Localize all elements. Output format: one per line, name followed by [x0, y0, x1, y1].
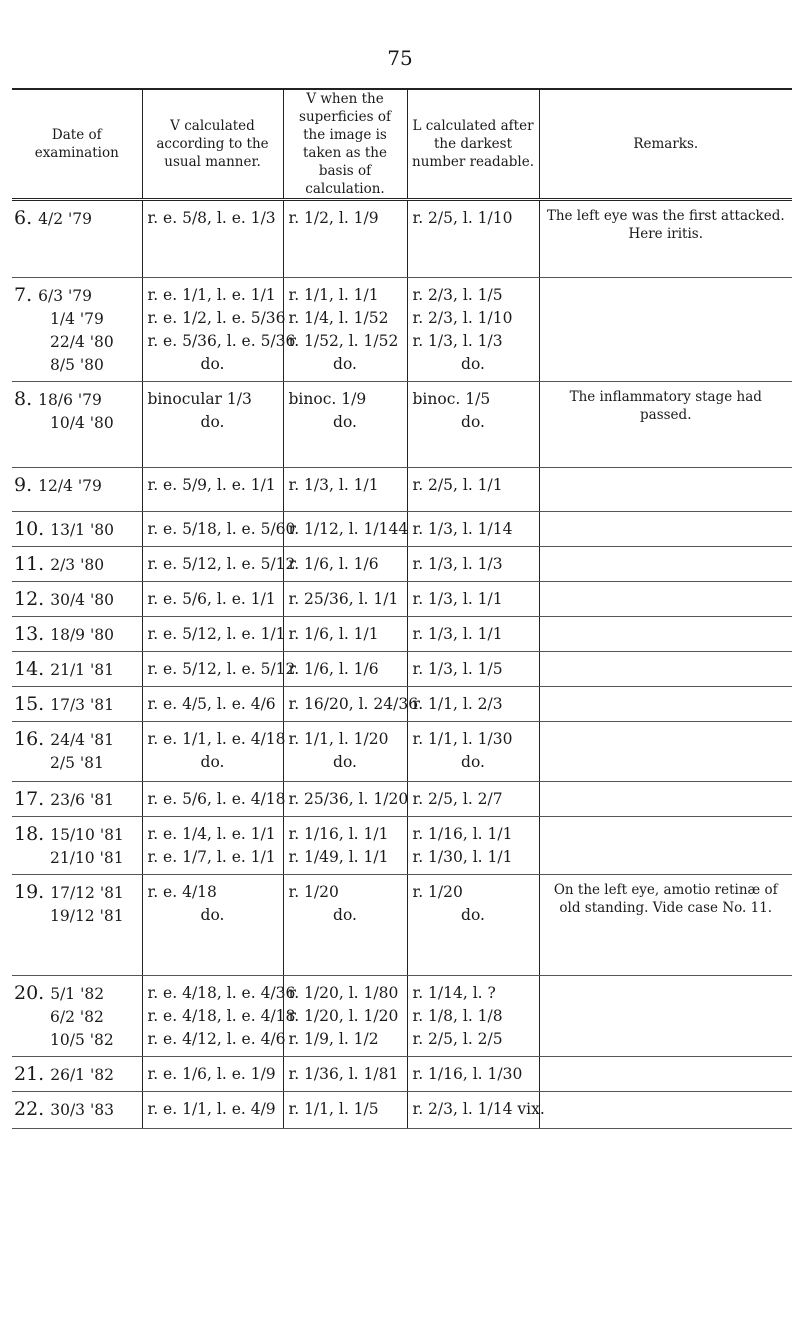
remarks-cell [539, 1092, 792, 1129]
case-number: 21. [14, 1063, 45, 1085]
examination-date: 30/4 '80 [50, 591, 114, 609]
examination-date: 21/1 '81 [50, 661, 114, 679]
l-calculated-value: r. 1/16, l. 1/1 [412, 825, 513, 843]
v-image-value: do. [333, 753, 357, 771]
v-image-value: r. 1/1, l. 1/1 [288, 286, 379, 304]
case-number: 18. [14, 823, 45, 845]
v-image-cell [283, 468, 407, 512]
l-calculated-cell [407, 652, 539, 687]
v-image-value: r. 1/1, l. 1/5 [288, 1100, 379, 1118]
examination-date: 12/4 '79 [38, 477, 102, 495]
table-row [12, 512, 792, 547]
v-calculated-value: r. e. 4/5, l. e. 4/6 [147, 695, 276, 713]
v-calculated-value: do. [200, 355, 225, 373]
v-calculated-value: r. e. 1/6, l. e. 1/9 [147, 1065, 276, 1083]
v-calculated-value: r. e. 4/18, l. e. 4/18 [147, 1007, 296, 1025]
l-calculated-value: r. 1/3, l. 1/3 [412, 332, 503, 350]
table-row [12, 1092, 792, 1129]
l-calculated-value: r. 2/5, l. 1/1 [412, 476, 503, 494]
examination-date: 15/10 '81 [50, 826, 124, 844]
v-image-cell [283, 722, 407, 782]
examination-date: 19/12 '81 [50, 907, 124, 925]
v-calculated-cell [142, 382, 283, 468]
table-header-row [12, 89, 792, 200]
l-calculated-cell [407, 617, 539, 652]
v-calculated-value: do. [200, 906, 225, 924]
table-row [12, 687, 792, 722]
case-number: 11. [14, 553, 45, 575]
l-calculated-value: r. 1/3, l. 1/1 [412, 590, 503, 608]
l-calculated-value: r. 1/30, l. 1/1 [412, 848, 513, 866]
case-number: 12. [14, 588, 45, 610]
remarks-text: The inflammatory stage had passed. [569, 389, 762, 423]
v-image-cell [283, 817, 407, 875]
table-row [12, 547, 792, 582]
examination-date: 22/4 '80 [50, 333, 114, 351]
v-calculated-value: r. e. 5/18, l. e. 5/60 [147, 520, 296, 538]
v-calculated-value: r. e. 1/2, l. e. 5/36 [147, 309, 286, 327]
l-calculated-value: r. 1/3, l. 1/1 [412, 625, 503, 643]
remarks-cell [539, 200, 792, 278]
case-number: 14. [14, 658, 45, 680]
page-number: 75 [387, 46, 413, 70]
v-image-value: r. 1/20 [288, 883, 339, 901]
v-image-cell [283, 687, 419, 722]
l-calculated-cell [407, 468, 539, 512]
v-image-value: r. 1/20, l. 1/80 [288, 984, 399, 1002]
v-calculated-cell [142, 512, 296, 547]
v-calculated-value: r. e. 1/7, l. e. 1/1 [147, 848, 276, 866]
l-calculated-value: r. 1/3, l. 1/5 [412, 660, 503, 678]
examination-date: 6/3 '79 [38, 287, 92, 305]
remarks-cell [539, 382, 792, 468]
examination-date: 24/4 '81 [50, 731, 114, 749]
observations-table [12, 88, 792, 1129]
v-image-value: r. 1/3, l. 1/1 [288, 476, 379, 494]
v-calculated-value: r. e. 5/12, l. e. 5/12 [147, 660, 296, 678]
date-cell [12, 200, 142, 278]
v-calculated-value: r. e. 1/4, l. e. 1/1 [147, 825, 276, 843]
table-row [12, 722, 792, 782]
v-calculated-cell [142, 582, 283, 617]
v-calculated-value: r. e. 5/12, l. e. 1/1 [147, 625, 286, 643]
v-image-value: binoc. 1/9 [288, 390, 367, 408]
table-row [12, 278, 792, 382]
date-cell [12, 582, 142, 617]
remarks-cell [539, 582, 792, 617]
case-number: 6. [14, 207, 33, 229]
case-number: 20. [14, 982, 45, 1004]
v-calculated-value: r. e. 1/1, l. e. 4/18 [147, 730, 286, 748]
case-number: 22. [14, 1098, 45, 1120]
examination-date: 17/12 '81 [50, 884, 124, 902]
v-calculated-value: r. e. 5/6, l. e. 1/1 [147, 590, 276, 608]
v-image-cell [283, 278, 407, 382]
v-image-value: r. 1/1, l. 1/20 [288, 730, 389, 748]
v-calculated-cell [142, 1092, 283, 1129]
examination-date: 8/5 '80 [50, 356, 104, 374]
v-image-cell [283, 782, 407, 817]
examination-date: 5/1 '82 [50, 985, 105, 1003]
date-cell [12, 652, 142, 687]
v-calculated-cell [142, 817, 283, 875]
v-calculated-cell [142, 976, 296, 1057]
header-remarks: Remarks. [539, 89, 792, 200]
table-row [12, 617, 792, 652]
l-calculated-value: r. 2/3, l. 1/10 [412, 309, 513, 327]
v-calculated-value: do. [200, 413, 225, 431]
v-image-cell [283, 200, 407, 278]
table-row [12, 976, 792, 1057]
v-calculated-cell [142, 200, 283, 278]
v-image-cell [283, 976, 407, 1057]
remarks-cell [539, 652, 792, 687]
date-cell [12, 687, 142, 722]
v-calculated-cell [142, 1057, 283, 1092]
v-image-value: r. 1/49, l. 1/1 [288, 848, 389, 866]
v-image-cell [283, 547, 407, 582]
v-image-value: r. 1/52, l. 1/52 [288, 332, 399, 350]
l-calculated-value: do. [461, 906, 485, 924]
l-calculated-value: do. [461, 753, 485, 771]
v-calculated-value: r. e. 5/36, l. e. 5/36 [147, 332, 296, 350]
remarks-cell [539, 817, 792, 875]
v-calculated-value: r. e. 4/18 [147, 883, 217, 901]
l-calculated-cell [407, 722, 539, 782]
v-image-cell [283, 875, 407, 976]
examination-date: 30/3 '83 [50, 1101, 114, 1119]
case-number: 9. [14, 474, 33, 496]
examination-date: 10/4 '80 [50, 414, 114, 432]
table-row [12, 200, 792, 278]
v-image-value: r. 1/2, l. 1/9 [288, 209, 379, 227]
v-calculated-value: r. e. 5/9, l. e. 1/1 [147, 476, 276, 494]
v-image-value: do. [333, 355, 357, 373]
l-calculated-value: r. 1/3, l. 1/3 [412, 555, 503, 573]
v-image-value: r. 1/12, l. 1/144 [288, 520, 409, 538]
table-row [12, 817, 792, 875]
v-image-cell [283, 1057, 407, 1092]
v-image-cell [283, 382, 407, 468]
v-image-value: do. [333, 413, 357, 431]
l-calculated-cell [407, 976, 539, 1057]
l-calculated-value: r. 1/16, l. 1/30 [412, 1065, 523, 1083]
v-calculated-value: r. e. 1/1, l. e. 4/9 [147, 1100, 276, 1118]
date-cell [12, 468, 142, 512]
l-calculated-value: binoc. 1/5 [412, 390, 491, 408]
l-calculated-cell [407, 1057, 539, 1092]
l-calculated-cell [407, 382, 539, 468]
examination-date: 18/6 '79 [38, 391, 102, 409]
v-calculated-value: r. e. 5/6, l. e. 4/18 [147, 790, 286, 808]
v-image-value: r. 1/20, l. 1/20 [288, 1007, 399, 1025]
date-cell [12, 817, 142, 875]
v-image-value: r. 16/20, l. 24/36 [288, 695, 419, 713]
case-number: 17. [14, 788, 45, 810]
l-calculated-value: r. 2/5, l. 2/7 [412, 790, 503, 808]
table-row [12, 382, 792, 468]
examination-date: 13/1 '80 [50, 521, 114, 539]
date-cell [12, 278, 142, 382]
v-image-value: r. 1/6, l. 1/6 [288, 660, 379, 678]
v-image-cell [283, 582, 407, 617]
l-calculated-value: do. [461, 413, 485, 431]
examination-date: 2/5 '81 [50, 754, 104, 772]
date-cell [12, 512, 142, 547]
l-calculated-cell [407, 512, 539, 547]
examination-date: 6/2 '82 [50, 1008, 104, 1026]
v-calculated-cell [142, 782, 286, 817]
l-calculated-value: r. 2/5, l. 2/5 [412, 1030, 503, 1048]
v-image-value: r. 1/36, l. 1/81 [288, 1065, 399, 1083]
l-calculated-cell [407, 875, 539, 976]
v-image-value: r. 1/6, l. 1/6 [288, 555, 379, 573]
examination-date: 1/4 '79 [50, 310, 104, 328]
v-image-value: do. [333, 906, 357, 924]
l-calculated-cell [407, 1092, 545, 1129]
date-cell [12, 875, 142, 976]
v-calculated-cell [142, 687, 283, 722]
l-calculated-cell [407, 582, 539, 617]
v-calculated-value: r. e. 4/12, l. e. 4/6 [147, 1030, 286, 1048]
v-calculated-value: binocular 1/3 [147, 390, 252, 408]
case-number: 10. [14, 518, 45, 540]
v-image-value: r. 1/9, l. 1/2 [288, 1030, 379, 1048]
l-calculated-value: r. 1/1, l. 1/30 [412, 730, 513, 748]
examination-date: 2/3 '80 [50, 556, 105, 574]
case-number: 16. [14, 728, 45, 750]
case-number: 19. [14, 881, 45, 903]
date-cell [12, 547, 142, 582]
table-row [12, 1057, 792, 1092]
remarks-text: The left eye was the first attacked. Here iritis. [546, 208, 785, 242]
remarks-cell [539, 782, 792, 817]
case-number: 7. [14, 284, 33, 306]
remarks-cell [539, 722, 792, 782]
v-calculated-cell [142, 547, 296, 582]
v-calculated-cell [142, 875, 283, 976]
examination-date: 17/3 '81 [50, 696, 114, 714]
examination-date: 4/2 '79 [38, 210, 92, 228]
l-calculated-cell [407, 782, 539, 817]
examination-date: 10/5 '82 [50, 1031, 114, 1049]
l-calculated-value: r. 1/1, l. 2/3 [412, 695, 503, 713]
examination-date: 23/6 '81 [50, 791, 114, 809]
l-calculated-cell [407, 817, 539, 875]
remarks-cell [539, 512, 792, 547]
l-calculated-cell [407, 200, 539, 278]
remarks-cell [539, 1057, 792, 1092]
date-cell [12, 722, 142, 782]
header-l-calculated: L calculated after the darkest number readable. [407, 89, 539, 200]
header-v-image: V when the superficies of the image is taken as the basis of calculation. [283, 89, 407, 200]
v-image-value: r. 25/36, l. 1/1 [288, 590, 399, 608]
table-row [12, 652, 792, 687]
v-calculated-value: r. e. 1/1, l. e. 1/1 [147, 286, 276, 304]
header-v-calculated: V calculated according to the usual manner. [142, 89, 283, 200]
l-calculated-value: r. 1/8, l. 1/8 [412, 1007, 503, 1025]
case-number: 13. [14, 623, 45, 645]
date-cell [12, 976, 142, 1057]
date-cell [12, 1057, 142, 1092]
remarks-cell [539, 468, 792, 512]
remarks-cell [539, 687, 792, 722]
examination-date: 21/10 '81 [50, 849, 124, 867]
l-calculated-value: r. 1/3, l. 1/14 [412, 520, 513, 538]
remarks-cell [539, 617, 792, 652]
v-calculated-cell [142, 617, 286, 652]
v-calculated-value: r. e. 4/18, l. e. 4/36 [147, 984, 296, 1002]
l-calculated-value: do. [461, 355, 485, 373]
case-number: 15. [14, 693, 45, 715]
remarks-cell [539, 278, 792, 382]
table-body [12, 200, 792, 1129]
examination-date: 26/1 '82 [50, 1066, 114, 1084]
remarks-cell [539, 976, 792, 1057]
l-calculated-value: r. 1/14, l. ? [412, 984, 496, 1002]
v-calculated-cell [142, 468, 283, 512]
v-image-cell [283, 512, 407, 547]
examination-date: 18/9 '80 [50, 626, 114, 644]
remarks-text: On the left eye, amotio retinæ of old standing. Vide case No. 11. [553, 882, 778, 916]
l-calculated-value: r. 1/20 [412, 883, 463, 901]
table-row [12, 468, 792, 512]
l-calculated-cell [407, 278, 539, 382]
table-row [12, 582, 792, 617]
remarks-cell [539, 547, 792, 582]
v-calculated-cell [142, 722, 286, 782]
v-image-value: r. 25/36, l. 1/20 [288, 790, 409, 808]
l-calculated-cell [407, 547, 539, 582]
v-calculated-cell [142, 278, 296, 382]
v-image-cell [283, 652, 407, 687]
table-row [12, 875, 792, 976]
v-image-value: r. 1/4, l. 1/52 [288, 309, 389, 327]
date-cell [12, 782, 142, 817]
date-cell [12, 617, 142, 652]
l-calculated-value: r. 2/5, l. 1/10 [412, 209, 513, 227]
remarks-cell [539, 875, 792, 976]
date-cell [12, 382, 142, 468]
v-image-value: r. 1/6, l. 1/1 [288, 625, 379, 643]
l-calculated-cell [407, 687, 539, 722]
v-image-value: r. 1/16, l. 1/1 [288, 825, 389, 843]
v-calculated-value: r. e. 5/8, l. e. 1/3 [147, 209, 276, 227]
date-cell [12, 1092, 142, 1129]
header-date: Date of examination [12, 89, 142, 200]
v-calculated-cell [142, 652, 296, 687]
v-image-cell [283, 617, 407, 652]
case-number: 8. [14, 388, 33, 410]
l-calculated-value: r. 2/3, l. 1/14 vix. [412, 1100, 545, 1118]
v-calculated-value: do. [200, 753, 225, 771]
table-row [12, 782, 792, 817]
v-calculated-value: r. e. 5/12, l. e. 5/12 [147, 555, 296, 573]
v-image-cell [283, 1092, 407, 1129]
l-calculated-value: r. 2/3, l. 1/5 [412, 286, 503, 304]
